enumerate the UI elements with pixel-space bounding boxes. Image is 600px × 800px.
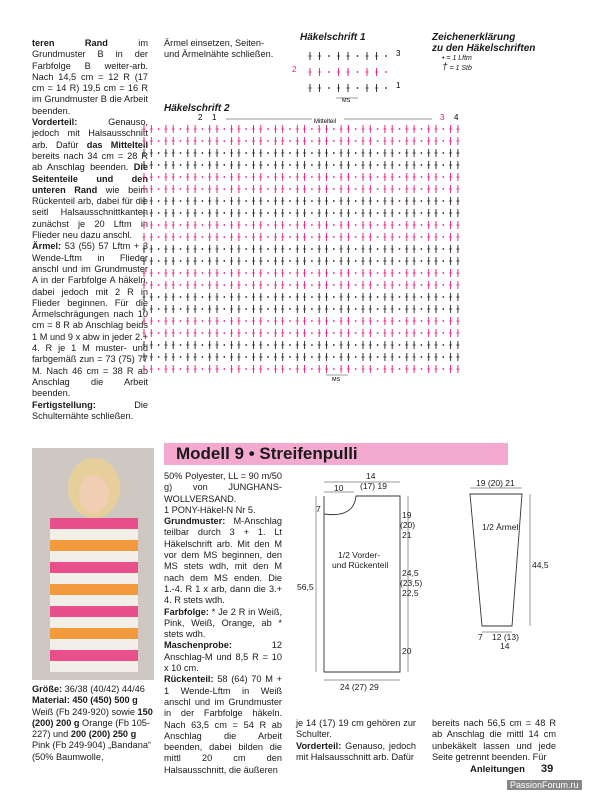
text-column-a — [32, 684, 156, 763]
chart2-symbols — [142, 125, 459, 373]
legend — [432, 32, 535, 73]
double-crochet-icon: † — [442, 62, 448, 73]
sleeve-schematic — [460, 480, 570, 650]
body-schematic — [296, 470, 432, 702]
paragraph-fertigstellung: Fertigstellung: Die Schulternähte schließen. — [32, 399, 148, 421]
sch1-left: 56,5 — [297, 582, 314, 592]
sch1-right1: 19 — [402, 510, 412, 520]
sch2-center: 1/2 Ärmel — [482, 522, 519, 532]
sch1-right4: 24,5 — [402, 568, 419, 578]
model-photo — [32, 448, 154, 680]
sch1-right2: (20) — [400, 520, 416, 530]
text-column-1 — [32, 38, 148, 422]
material-line: Material: 450 (450) 500 g Weiß (Fb 249-920) sowie 150 (200) 200 g Orange (Fb 105-227) und 200 (200) 250 g Pink (Fb 249-904) „Bandana“ (50% Baumwolle, — [32, 695, 153, 762]
chart2-label-4: 4 — [454, 113, 459, 122]
text-column-b: 50% Polyester, LL = 90 m/50 g) von JUNGHANS-WOLLVERSAND. 1 PONY-Häkel-N Nr 5. Grundmuster: M-Anschlag teilbar durch 3 + 1. Lt Häkelschrift arb. Mit den M vor dem MS beginnen, den MS stets wdh, mit den M nach dem MS enden. Die 1.-4. R 1 x arb, dann die 3.+ 4. R stets wdh. Farbfolge: * Je 2 R in Weiß, Pink, Weiß, Orange, ab * stets wdh. Maschenprobe: 12 Anschlag-M und 8,5 R = 10 x 10 cm. Rückenteil: 58 (64) 70 M + 1 Wende-Lftm in Weiß anschl und im Grundmuster in der Farbfolge häkeln. Nach 63,5 cm = 54 R ab Anschlag die Arbeit beenden, dabei bilden die mittl 20 cm den Halsausschnitt, die äußeren — [164, 471, 282, 775]
legend-item-lftm: • = 1 Lftm — [442, 55, 472, 62]
crochet-chart-1 — [292, 44, 412, 104]
sch1-center2: und Rückenteil — [332, 560, 389, 570]
text-column-c: je 14 (17) 19 cm gehören zur Schulter. Vorderteil: Genauso, jedoch mit Halsausschnitt arb. Dafür — [296, 718, 416, 762]
chart2-label-2: 2 — [198, 113, 203, 122]
chart1-title: Häkelschrift 1 — [300, 32, 366, 43]
sch2-bottom1: 12 (13) — [492, 632, 519, 642]
sch1-right6: 22,5 — [402, 588, 419, 598]
sch1-neck-d: 7 — [316, 504, 321, 514]
chart1-ms-label: MS — [342, 98, 351, 104]
paragraph-aermel: Ärmel: 53 (55) 57 Lftm + 3 Wende-Lftm in Flieder anschl und im Grundmuster A in der Farbfolge A häkeln, dabei jedoch mit 2 R in Flieder beginnen. Für die Ärmelschrägungen nach 10 cm = 8 R ab Anschlag beids 1 M und 9 x abw in jeder 2.+ 4. R je 1 M muster- und farbgemäß zun = 73 (75) 77 M. Nach 46 cm = 38 R ab Anschlag die Arbeit beenden. — [32, 241, 148, 399]
text-column-d: bereits nach 56,5 cm = 48 R ab Anschlag die mittl 14 cm unbekäkelt lassen und jede Seite getrennt beenden. Für — [432, 718, 556, 762]
watermark: PassionForum.ru — [507, 780, 582, 790]
crochet-chart-2 — [136, 113, 468, 385]
chart1-row-label-3: 3 — [396, 49, 401, 58]
chart2-label-1: 1 — [212, 113, 217, 122]
text-column-2: Ärmel einsetzen, Seiten- und Ärmelnähte schließen. — [164, 38, 274, 60]
page-number: 39 — [541, 763, 554, 775]
paragraph-vorderteil: Vorderteil: Genauso, jedoch mit Halsausschnitt arb. Dafür das Mittelteil bereits nach 34 cm = 28 R ab Anschlag beenden. Die Seitenteile und den unteren Rand wie beim Rückenteil arb, dabei für die seitl Halsausschnittkanten zunächst je 20 Lftm in Flieder neu dazu anschl. — [32, 117, 148, 241]
sweater-photo-illustration — [32, 448, 154, 680]
legend-item-stb: † = 1 Stb — [442, 62, 472, 73]
paragraph-rand: teren Rand im Grundmuster B in der Farbfolge B weiter-arb. Nach 14,5 cm = 12 R (17 cm = 14 R) 19,5 cm = 16 R im Grundmuster B die Arbeit beenden. — [32, 38, 148, 116]
chart1-row-label-1: 1 — [396, 81, 401, 90]
sch1-right7: 20 — [402, 646, 412, 656]
sch1-top2: (17) 19 — [360, 481, 387, 491]
model-title: Modell 9 • Streifenpulli — [176, 444, 358, 463]
sch1-bottom: 24 (27) 29 — [340, 682, 379, 692]
chart2-center-label: Mittelteil — [314, 119, 337, 125]
size-line: Größe: 36/38 (40/42) 44/46 — [32, 684, 145, 694]
model-banner — [164, 443, 508, 465]
sch1-right3: 21 — [402, 530, 412, 540]
legend-title-1: Zeichenerklärung — [432, 32, 516, 43]
chart1-symbols — [308, 52, 387, 92]
sch2-top: 19 (20) 21 — [476, 480, 515, 488]
legend-title-2: zu den Häkelschriften — [432, 43, 536, 54]
sch1-neck-w: 10 — [334, 483, 344, 493]
sch2-left: 7 — [478, 632, 483, 642]
chart1-row-label-2: 2 — [292, 65, 297, 74]
sch1-top: 14 — [366, 471, 376, 481]
footer-label: Anleitungen — [470, 764, 525, 775]
chart2-ms-label: MS — [332, 377, 341, 383]
sch1-right5: (23,5) — [400, 578, 423, 588]
sch2-bottom2: 14 — [500, 641, 510, 650]
chart2-label-3: 3 — [440, 113, 445, 122]
sch2-right: 44,5 — [532, 560, 549, 570]
sch1-center1: 1/2 Vorder- — [338, 550, 381, 560]
chart2-title: Häkelschrift 2 — [164, 103, 230, 114]
chain-dot-icon: • — [442, 55, 445, 62]
